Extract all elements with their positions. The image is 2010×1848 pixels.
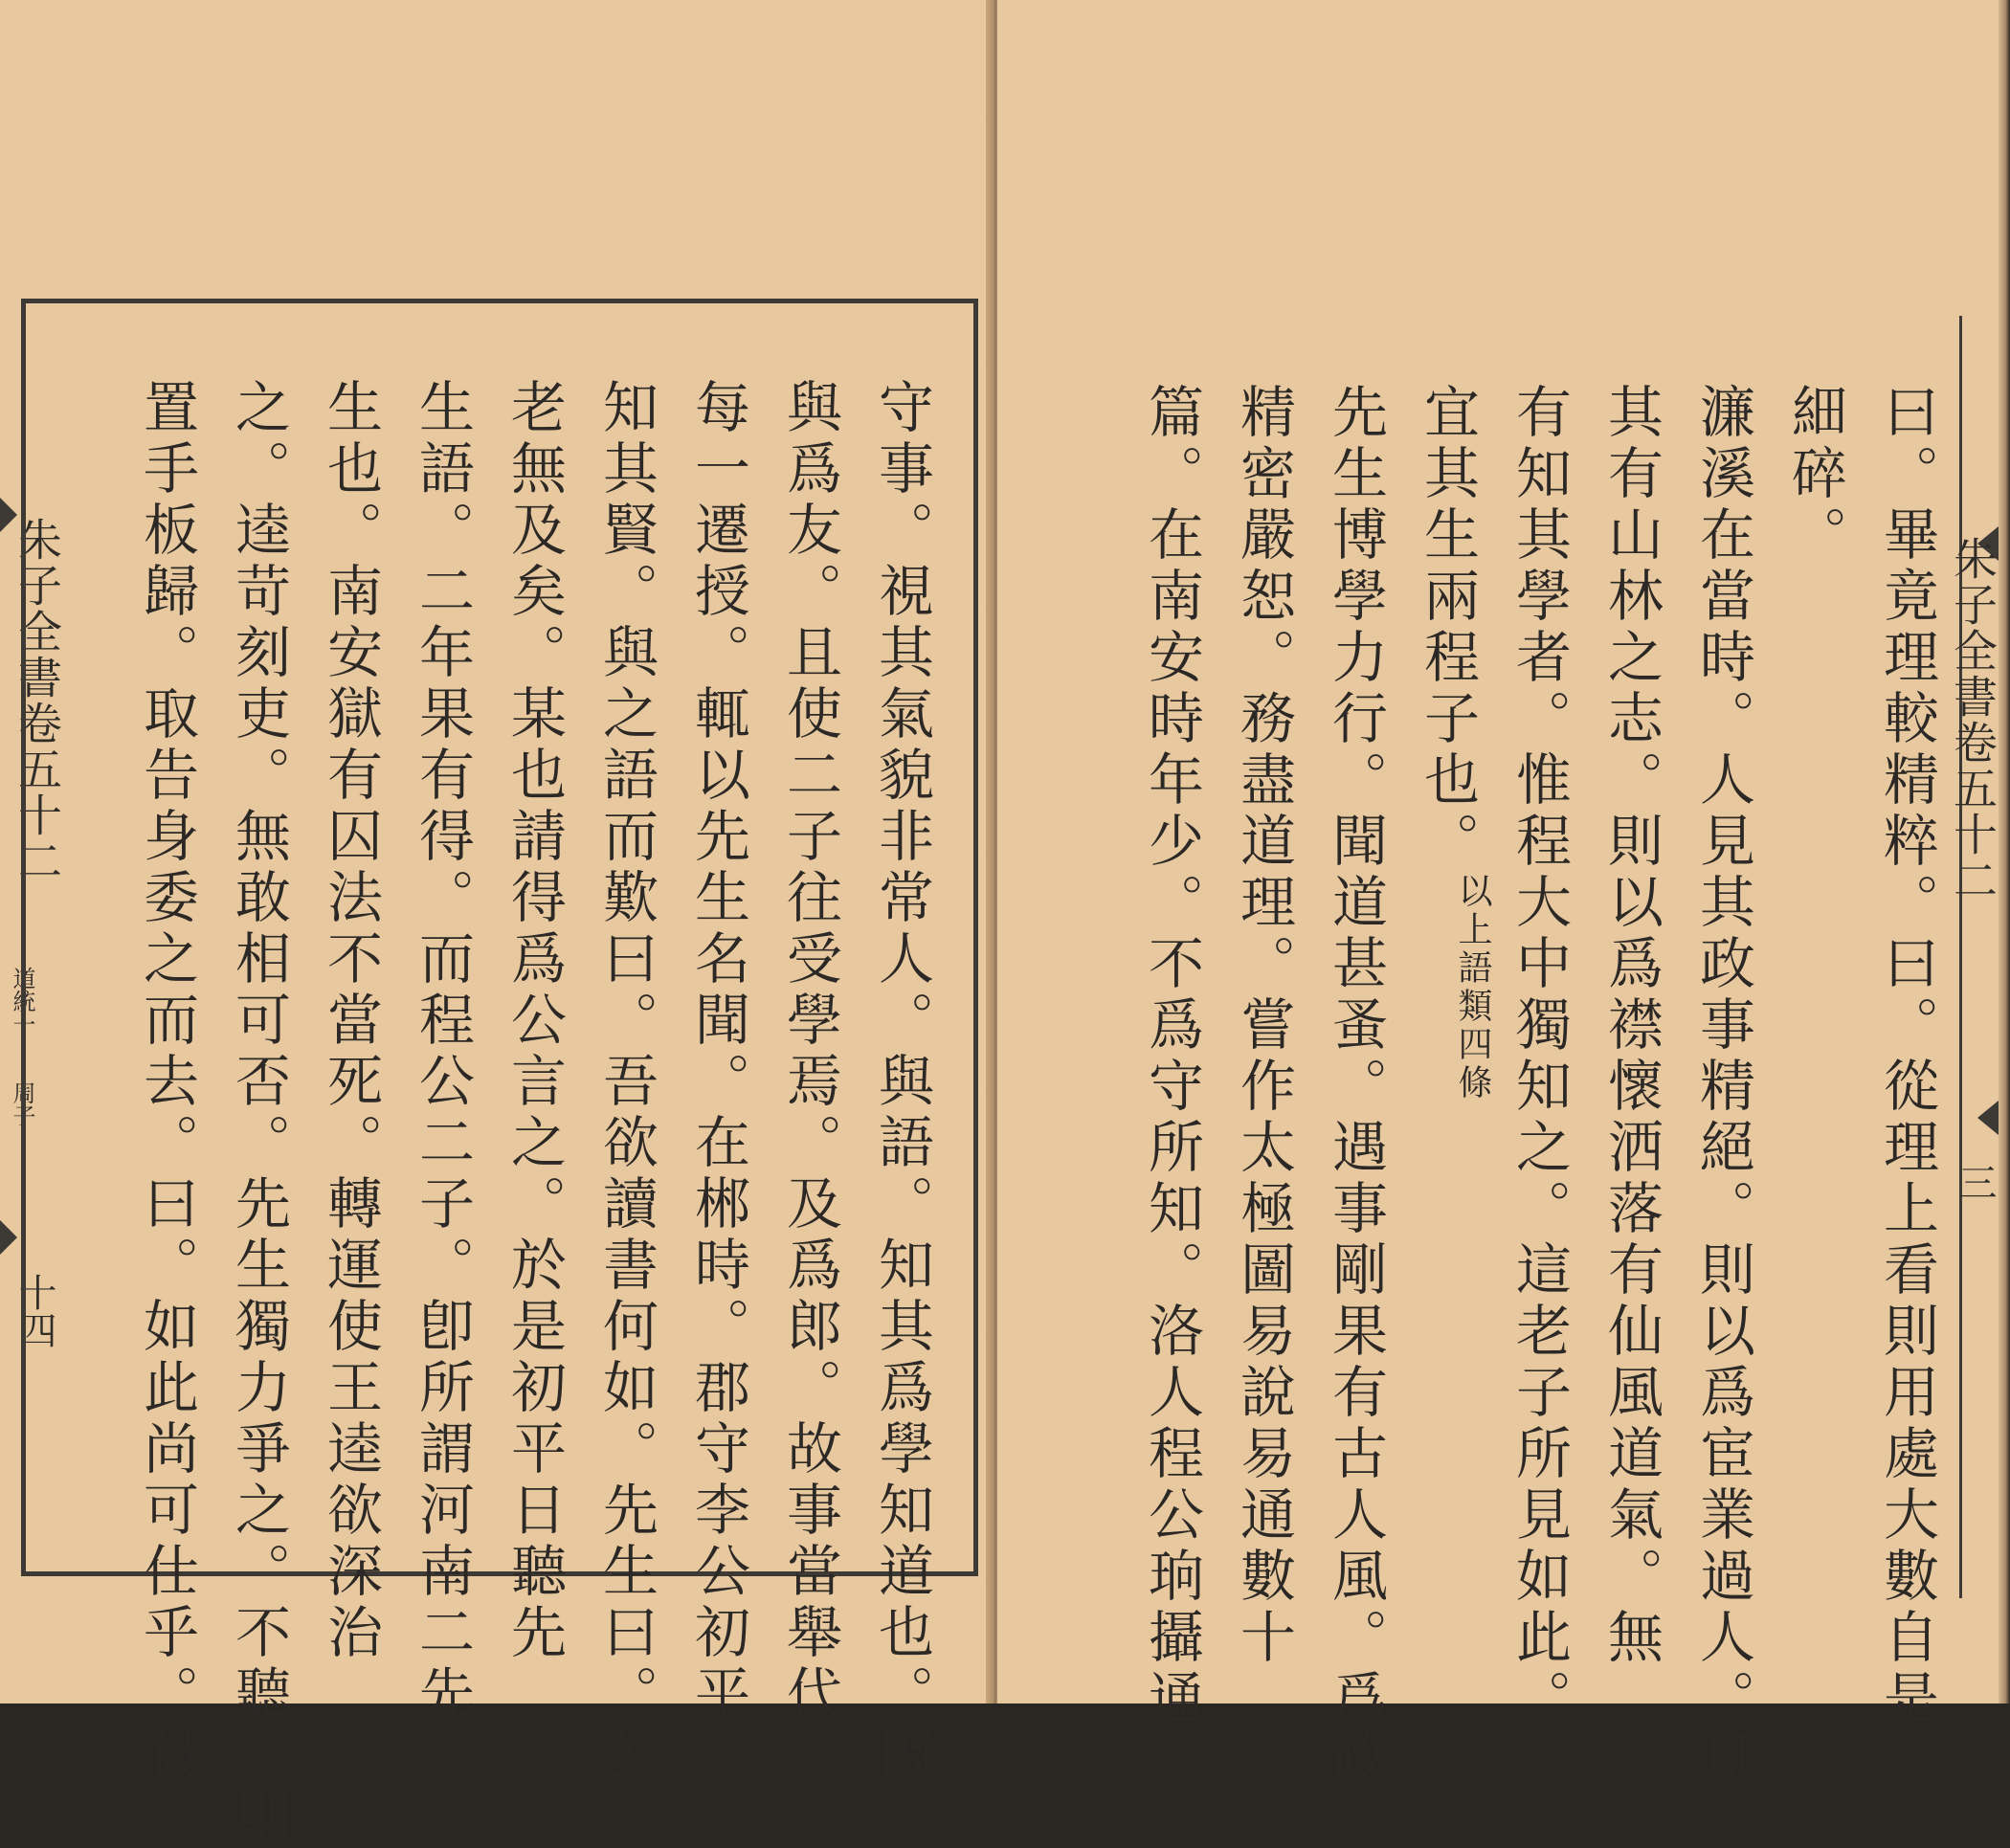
text-column: 置手板歸。取告身委之而去。曰。如此尚可仕乎。殺 [134, 378, 199, 1787]
page-number: 十四 [12, 1273, 56, 1349]
margin-section-label: 道統一 [9, 967, 35, 1035]
text-column: 守事。視其氣貌非常人。與語。知其爲學知道也。因 [869, 378, 934, 1787]
text-column: 細碎。 [1782, 383, 1847, 567]
text-column: 老無及矣。某也請得爲公言之。於是初平日聽先 [502, 378, 567, 1664]
text-column: 先生博學力行。聞道甚蚤。遇事剛果有古人風。爲政 [1323, 383, 1388, 1792]
fishtail-mark [1977, 1101, 1999, 1135]
text-column: 濂溪在當時。人見其政事精絕。則以爲宦業過人。見 [1690, 383, 1755, 1792]
left-page-text [57, 378, 948, 1848]
text-column: 精密嚴恕。務盡道理。嘗作太極圖易說易通數十 [1231, 383, 1296, 1669]
text-column: 與爲友。且使二子往受學焉。及爲郎。故事當舉代。 [777, 378, 842, 1787]
interlinear-note: 以上語類四條 [1453, 873, 1492, 1102]
page-edge [1999, 0, 2010, 1703]
text-column: 生語。二年果有得。而程公二子。卽所謂河南二先 [410, 378, 475, 1726]
text-column: 知其賢。與之語而歎曰。吾欲讀書何如。先生曰。公 [593, 378, 659, 1787]
text-column: 其有山林之志。則以爲襟懷洒落有仙風道氣。無 [1598, 383, 1664, 1669]
margin-book-title: 朱子全書卷五十二 [11, 517, 63, 884]
right-page-text [1034, 383, 1953, 1792]
text-column-with-note [1401, 383, 1493, 1584]
text-column: 有知其學者。惟程大中獨知之。這老子所見如此。 [1507, 383, 1572, 1730]
text-column: 之。逵苛刻吏。無敢相可否。先生獨力爭之。不聽。則 [226, 378, 291, 1848]
text-column: 篇。在南安時年少。不爲守所知。洛人程公珦攝通 [1139, 383, 1204, 1730]
page-number: 三 [1953, 1163, 1997, 1201]
text-column: 生也。南安獄有囚法不當死。轉運使王逵欲深治 [318, 378, 383, 1664]
fishtail-mark [0, 1220, 17, 1255]
text-column: 曰。畢竟理較精粹。曰。從理上看則用處大數自是 [1874, 383, 1939, 1730]
right-page-block-center [1959, 316, 2000, 1598]
text-column: 宜其生兩程子也。 [1415, 383, 1480, 873]
margin-subsection-label: 周子 [9, 1081, 35, 1127]
text-column: 每一遷授。輒以先生名聞。在郴時。郡守李公初平 [685, 378, 750, 1726]
margin-book-title: 朱子全書卷五十二 [1947, 536, 1999, 903]
